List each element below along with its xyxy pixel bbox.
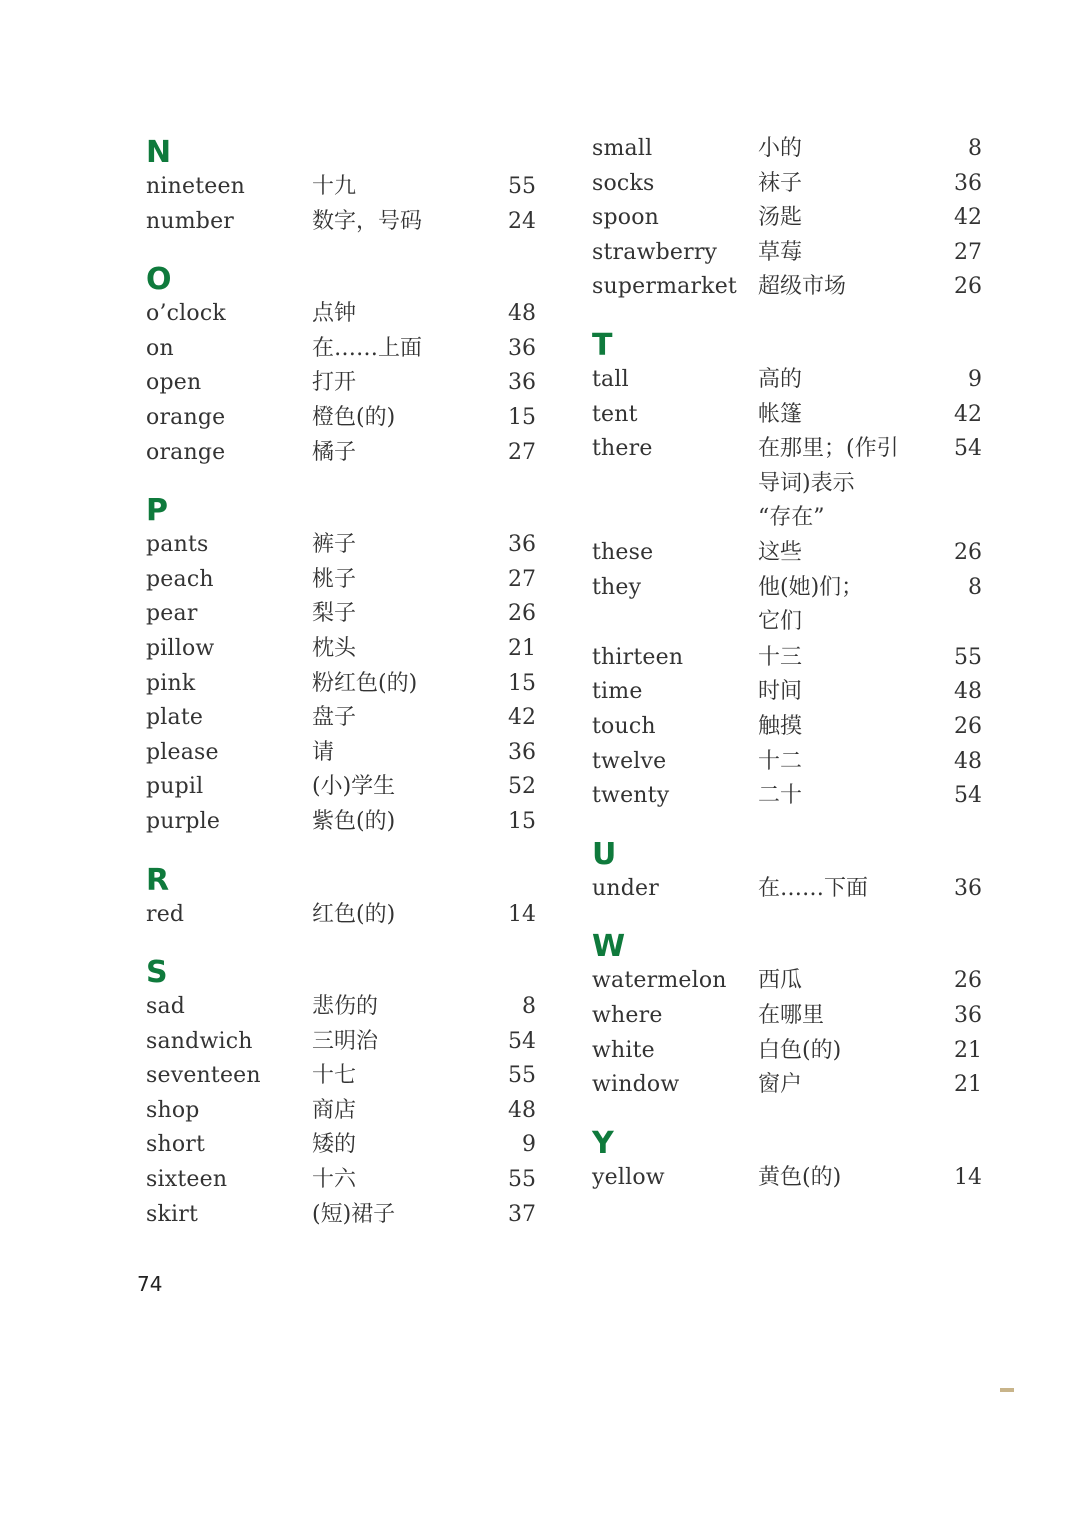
section-letter: S: [146, 955, 168, 991]
entry-english: purple: [146, 808, 221, 834]
glossary-entry: [140, 1025, 550, 1060]
section-gap: [140, 932, 550, 952]
entry-english: where: [592, 1002, 663, 1028]
entry-page: 42: [954, 205, 982, 231]
glossary-entry: [586, 571, 996, 641]
entry-page: 21: [954, 1037, 982, 1063]
entry-page: 26: [954, 274, 982, 300]
glossary-column-right: [586, 132, 996, 1195]
entry-chinese: 数字，号码: [312, 208, 423, 234]
entry-english: pupil: [146, 774, 204, 800]
entry-chinese: (小)学生: [312, 774, 396, 800]
glossary-entry: [140, 990, 550, 1025]
entry-chinese: 橙色(的): [312, 404, 396, 430]
glossary-entry: [586, 536, 996, 571]
glossary-entry: [586, 641, 996, 676]
entry-chinese: 梨子: [312, 601, 357, 627]
entry-chinese: 触摸: [758, 713, 803, 739]
glossary-section: [140, 259, 550, 470]
glossary-entry: [140, 170, 550, 205]
section-gap: [586, 1103, 996, 1123]
glossary-entry: [140, 332, 550, 367]
entry-page: 36: [508, 739, 536, 765]
entry-english: twelve: [592, 748, 667, 774]
entry-page: 48: [508, 301, 536, 327]
entry-chinese: 这些: [758, 540, 803, 566]
entry-english: these: [592, 540, 654, 566]
scan-mark: [1000, 1388, 1014, 1392]
entry-chinese: 在那里；(作引 导词)表示 “存在”: [758, 436, 899, 531]
glossary-entry: [586, 675, 996, 710]
entry-english: there: [592, 436, 653, 462]
entry-chinese: 黄色(的): [758, 1164, 842, 1190]
glossary-entry: [586, 745, 996, 780]
entry-page: 48: [508, 1097, 536, 1123]
entry-chinese: 袜子: [758, 170, 803, 196]
entry-english: orange: [146, 404, 226, 430]
glossary-entry: [586, 872, 996, 907]
glossary-entry: [586, 999, 996, 1034]
entry-english: pillow: [146, 635, 215, 661]
entry-page: 36: [954, 170, 982, 196]
glossary-entry: [140, 770, 550, 805]
glossary-section: [586, 132, 996, 305]
entry-chinese: 二十: [758, 783, 803, 809]
section-gap: [140, 840, 550, 860]
section-gap: [140, 470, 550, 490]
entry-chinese: 帐篷: [758, 401, 803, 427]
entry-english: twenty: [592, 783, 670, 809]
entry-page: 26: [954, 540, 982, 566]
entry-english: sixteen: [146, 1167, 228, 1193]
entry-english: tall: [592, 366, 629, 392]
glossary-entry: [586, 964, 996, 999]
entry-english: peach: [146, 566, 214, 592]
entry-english: sad: [146, 994, 186, 1020]
entry-english: time: [592, 679, 643, 705]
entry-page: 8: [522, 994, 536, 1020]
glossary-section: [586, 926, 996, 1102]
entry-chinese: 悲伤的: [312, 994, 379, 1020]
entry-chinese: 十三: [758, 644, 803, 670]
glossary-entry: [140, 667, 550, 702]
glossary-entry: [140, 1094, 550, 1129]
entry-english: supermarket: [592, 274, 737, 300]
entry-chinese: 商店: [312, 1097, 357, 1123]
entry-english: under: [592, 875, 659, 901]
entry-page: 36: [508, 370, 536, 396]
entry-page: 36: [954, 875, 982, 901]
entry-english: tent: [592, 401, 638, 427]
entry-chinese: 十六: [312, 1167, 357, 1193]
section-letter: N: [146, 135, 172, 170]
entry-page: 26: [954, 713, 982, 739]
entry-page: 15: [508, 404, 536, 430]
entry-page: 55: [508, 1167, 536, 1193]
glossary-section: [140, 952, 550, 1232]
section-letter: T: [592, 327, 613, 363]
entry-english: window: [592, 1072, 680, 1098]
entry-page: 14: [954, 1164, 982, 1190]
glossary-entry: [140, 1198, 550, 1233]
entry-page: 9: [968, 366, 982, 392]
entry-english: pear: [146, 601, 198, 627]
glossary-entry: [140, 401, 550, 436]
entry-page: 9: [522, 1132, 536, 1158]
entry-english: seventeen: [146, 1063, 261, 1089]
entry-chinese: 十九: [312, 174, 357, 199]
glossary-entry: [140, 563, 550, 598]
entry-page: 15: [508, 808, 536, 834]
entry-chinese: 请: [312, 739, 335, 765]
entry-page: 36: [508, 532, 536, 558]
section-letter: O: [146, 262, 172, 298]
glossary-entry: [140, 1128, 550, 1163]
entry-english: small: [592, 136, 653, 161]
glossary-section: [140, 132, 550, 239]
section-gap: [586, 814, 996, 834]
entry-english: nineteen: [146, 174, 246, 199]
entry-chinese: 矮的: [312, 1132, 357, 1158]
glossary-entry: [586, 1161, 996, 1196]
glossary-entry: [140, 366, 550, 401]
entry-page: 48: [954, 748, 982, 774]
entry-page: 52: [508, 774, 536, 800]
entry-english: sandwich: [146, 1028, 253, 1054]
entry-chinese: 高的: [758, 366, 803, 392]
glossary-entry: [586, 363, 996, 398]
glossary-entry: [586, 1068, 996, 1103]
glossary-section: [586, 1123, 996, 1196]
entry-chinese: 草莓: [758, 239, 803, 265]
entry-chinese: 他(她)们； 它们: [758, 574, 864, 635]
entry-page: 55: [954, 644, 982, 670]
entry-page: 42: [508, 705, 536, 731]
entry-english: strawberry: [592, 239, 718, 265]
entry-english: skirt: [146, 1201, 199, 1227]
glossary-entry: [140, 736, 550, 771]
entry-page: 55: [508, 1063, 536, 1089]
entry-chinese: 紫色(的): [312, 808, 396, 834]
entry-page: 54: [954, 436, 982, 462]
entry-chinese: 桃子: [312, 566, 357, 592]
entry-page: 54: [508, 1028, 536, 1054]
entry-english: pants: [146, 532, 209, 558]
entry-english: socks: [592, 170, 655, 196]
entry-page: 48: [954, 679, 982, 705]
entry-page: 27: [508, 439, 536, 465]
entry-chinese: 在哪里: [758, 1002, 825, 1028]
entry-page: 36: [954, 1002, 982, 1028]
glossary-entry: [586, 236, 996, 271]
entry-english: watermelon: [592, 968, 727, 994]
entry-page: 8: [968, 574, 982, 600]
glossary-entry: [140, 805, 550, 840]
glossary-entry: [140, 597, 550, 632]
entry-page: 26: [954, 968, 982, 994]
section-gap: [586, 305, 996, 325]
entry-page: 27: [508, 566, 536, 592]
entry-chinese: 白色(的): [758, 1037, 842, 1063]
glossary-section: [140, 490, 550, 839]
entry-chinese: 三明治: [312, 1028, 379, 1054]
glossary-entry: [140, 297, 550, 332]
entry-chinese: 裤子: [312, 532, 357, 558]
glossary-entry: [140, 205, 550, 240]
glossary-entry: [140, 1163, 550, 1198]
glossary-entry: [140, 528, 550, 563]
glossary-entry: [586, 1034, 996, 1069]
glossary-entry: [586, 710, 996, 745]
entry-english: orange: [146, 439, 226, 465]
glossary-entry: [586, 270, 996, 305]
entry-page: 36: [508, 335, 536, 361]
entry-page: 8: [968, 136, 982, 161]
entry-page: 24: [508, 208, 536, 234]
entry-chinese: 红色(的): [312, 901, 396, 927]
entry-page: 27: [954, 239, 982, 265]
entry-page: 54: [954, 783, 982, 809]
entry-chinese: 打开: [312, 370, 357, 396]
glossary-entry: [586, 779, 996, 814]
entry-chinese: 时间: [758, 679, 803, 705]
glossary-entry: [140, 701, 550, 736]
glossary-entry: [140, 898, 550, 933]
entry-english: they: [592, 574, 642, 600]
entry-chinese: 十二: [758, 748, 803, 774]
entry-page: 21: [508, 635, 536, 661]
entry-english: plate: [146, 705, 204, 731]
glossary-section: [586, 325, 996, 814]
entry-page: 55: [508, 174, 536, 199]
section-letter: Y: [592, 1125, 614, 1161]
section-gap: [140, 239, 550, 259]
glossary-entry: [586, 201, 996, 236]
entry-english: o’clock: [146, 301, 226, 327]
entry-page: 15: [508, 670, 536, 696]
entry-chinese: 枕头: [312, 635, 357, 661]
glossary-entry: [140, 436, 550, 471]
glossary-entry: [586, 398, 996, 433]
section-letter: U: [592, 836, 617, 872]
entry-chinese: 窗户: [758, 1072, 803, 1098]
entry-english: number: [146, 208, 235, 234]
entry-chinese: 十七: [312, 1063, 357, 1089]
glossary-entry: [140, 632, 550, 667]
entry-chinese: 粉红色(的): [312, 670, 418, 696]
entry-chinese: 在……上面: [312, 335, 423, 361]
entry-english: touch: [592, 713, 656, 739]
glossary-section: [586, 834, 996, 907]
entry-english: on: [146, 335, 174, 361]
entry-english: short: [146, 1132, 206, 1158]
entry-english: yellow: [592, 1164, 665, 1190]
page-number: 74: [137, 1272, 163, 1296]
entry-page: 42: [954, 401, 982, 427]
glossary-section: [140, 860, 550, 933]
entry-english: pink: [146, 670, 196, 696]
entry-english: please: [146, 739, 219, 765]
entry-chinese: 西瓜: [758, 968, 803, 994]
entry-page: 26: [508, 601, 536, 627]
glossary-entry: [586, 167, 996, 202]
section-letter: R: [146, 862, 170, 898]
entry-english: open: [146, 370, 202, 396]
entry-english: thirteen: [592, 644, 684, 670]
entry-chinese: 超级市场: [758, 274, 847, 300]
entry-page: 21: [954, 1072, 982, 1098]
entry-chinese: 小的: [758, 136, 803, 161]
entry-chinese: 在……下面: [758, 875, 869, 901]
entry-english: shop: [146, 1097, 200, 1123]
entry-english: white: [592, 1037, 655, 1063]
entry-chinese: 橘子: [312, 439, 357, 465]
glossary-entry: [586, 432, 996, 536]
glossary-column-left: [140, 132, 550, 1232]
entry-chinese: 盘子: [312, 705, 357, 731]
entry-english: red: [146, 901, 185, 927]
entry-page: 37: [508, 1201, 536, 1227]
entry-chinese: 汤匙: [758, 205, 803, 231]
section-letter: P: [146, 493, 168, 529]
entry-english: spoon: [592, 205, 660, 231]
glossary-entry: [140, 1059, 550, 1094]
section-letter: W: [592, 929, 626, 965]
entry-chinese: (短)裙子: [312, 1201, 396, 1227]
section-gap: [586, 906, 996, 926]
entry-page: 14: [508, 901, 536, 927]
glossary-entry: [586, 132, 996, 167]
entry-chinese: 点钟: [312, 301, 357, 327]
